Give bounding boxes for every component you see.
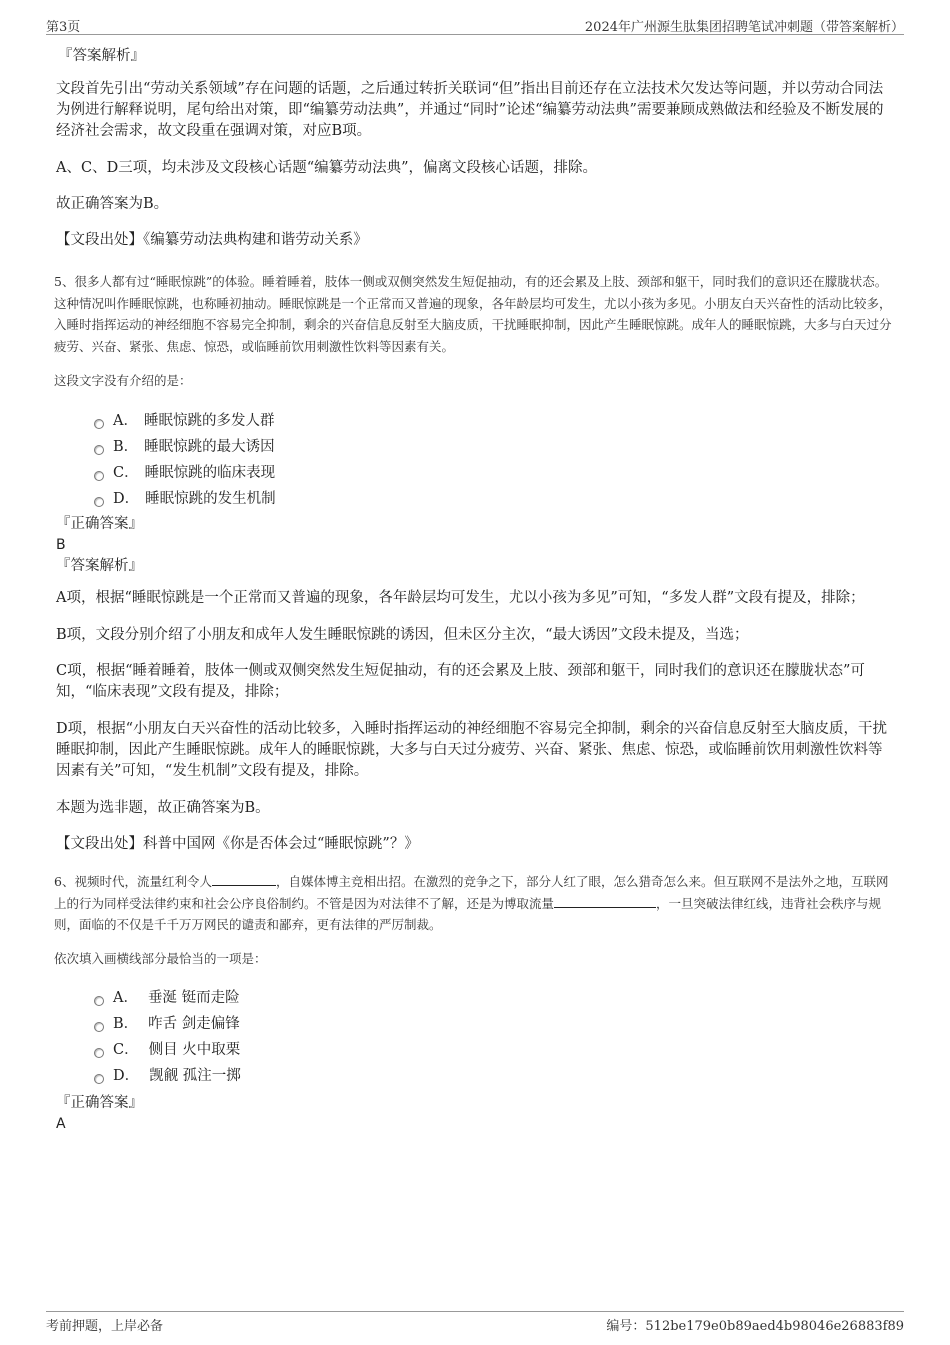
q5-analysis-title: 『答案解析』 — [56, 558, 143, 574]
q5-option-a[interactable] — [94, 408, 894, 434]
option-letter: D． — [113, 1067, 140, 1084]
q4-exclude: A、C、D三项，均未涉及文段核心话题“编纂劳动法典”，偏离文段核心话题，排除。 — [56, 160, 598, 176]
q5-option-d[interactable] — [94, 486, 894, 512]
radio-icon[interactable] — [94, 1022, 104, 1032]
radio-icon[interactable] — [94, 996, 104, 1006]
radio-icon[interactable] — [94, 445, 104, 455]
radio-icon[interactable] — [94, 471, 104, 481]
q6-stem — [54, 871, 894, 936]
fill-blank-2 — [554, 895, 656, 908]
page-header — [46, 14, 904, 35]
radio-icon[interactable] — [94, 1048, 104, 1058]
radio-icon[interactable] — [94, 497, 104, 507]
q5-analysis-c: C项，根据“睡着睡着，肢体一侧或双侧突然发生短促抽动，有的还会累及上肢、颈部和躯干，同时我们的意识还在朦胧状态”可知，“临床表现”文段有提及，排除； — [56, 663, 865, 700]
q6-answer-title: 『正确答案』 — [56, 1094, 143, 1111]
option-letter: B． — [113, 439, 139, 455]
option-letter: A． — [113, 989, 138, 1006]
q6-option-c[interactable] — [94, 1037, 894, 1063]
q5-answer: B — [56, 537, 66, 553]
option-letter: C． — [113, 1041, 139, 1058]
q6-option-d[interactable] — [94, 1063, 894, 1089]
q6-stem-part1: 6、视频时代，流量红利令人 — [54, 874, 212, 889]
page-number: 第3页 — [46, 20, 81, 35]
page-content — [56, 46, 894, 1134]
option-text: 睡眠惊跳的发生机制 — [145, 491, 276, 507]
q5-option-c[interactable] — [94, 460, 894, 486]
q4-source: 【文段出处】《编纂劳动法典构建和谐劳动关系》 — [56, 232, 368, 248]
q5-analysis-d: D项，根据“小朋友白天兴奋性的活动比较多，入睡时指挥运动的神经细胞不容易完全抑制，剩余的兴奋信息反射至大脑皮质，干扰睡眠抑制，因此产生睡眠惊跳。成年人的睡眠惊跳，大多与白天过分疲劳、兴奋、紧张、焦虑、惊恐，或临睡前饮用刺激性饮料等因素有关”可知，“发生机制”文段有提及，排除。 — [56, 721, 888, 779]
q6-stem-part3: ，一旦突破法律红线，违背社会秩序与规则，面临的不仅是千千万万网民的谴责和鄙弃，更有法律的严厉制裁。 — [54, 895, 882, 932]
footer-slogan: 考前押题，上岸必备 — [46, 1319, 164, 1334]
q5-stem: 5、很多人都有过“睡眠惊跳”的体验。睡着睡着，肢体一侧或双侧突然发生短促抽动，有的还会累及上肢、颈部和躯干，同时我们的意识还在朦胧状态。这种情况叫作睡眠惊跳，也称睡初抽动。睡眠惊跳是一个正常而又普遍的现象，各年龄层均可发生，尤以小孩为多见。小朋友白天兴奋性的活动比较多，入睡时指挥运动的神经细胞不容易完全抑制，剩余的兴奋信息反射至大脑皮质，干扰睡眠抑制，因此产生睡眠惊跳。成年人的睡眠惊跳，大多与白天过分疲劳、兴奋、紧张、焦虑、惊恐，或临睡前饮用刺激性饮料等因素有关。 — [54, 274, 892, 354]
fill-blank-1 — [212, 873, 276, 886]
q5-option-b[interactable] — [94, 434, 894, 460]
option-letter: B． — [113, 1015, 139, 1032]
radio-icon[interactable] — [94, 419, 104, 429]
q4-analysis: 文段首先引出“劳动关系领域”存在问题的话题，之后通过转折关联词“但”指出目前还存在立法技术欠发达等问题，并以劳动合同法为例进行解释说明，尾句给出对策，即“编纂劳动法典”，并通过“同时”论述“编纂劳动法典”需要兼顾成熟做法和经验及不断发展的经济社会需求，故文段重在强调对策，对应B项。 — [56, 81, 884, 139]
option-text: 觊觎 孤注一掷 — [149, 1067, 241, 1084]
q6-options — [94, 985, 894, 1089]
q6-option-a[interactable] — [94, 985, 894, 1011]
q5-analysis-a: A项，根据“睡眠惊跳是一个正常而又普遍的现象，各年龄层均可发生，尤以小孩为多见”可知，“多发人群”文段有提及，排除； — [56, 590, 865, 606]
option-text: 垂涎 铤而走险 — [147, 989, 240, 1006]
q5-options — [94, 408, 894, 512]
q5-question: 这段文字没有介绍的是： — [54, 372, 192, 388]
q6-question: 依次填入画横线部分最恰当的一项是： — [54, 951, 267, 966]
q6-stem-part2: ，自媒体博主竞相出招。在激烈的竞争之下，部分人红了眼，怎么猎奇怎么来。但互联网不是法外之地，互联网上的行为同样受法律约束和社会公序良俗制约。不管是因为对法律不了解，还是为博取流量 — [54, 874, 889, 911]
page-footer — [46, 1311, 904, 1334]
q5-analysis-b: B项，文段分别介绍了小朋友和成年人发生睡眠惊跳的诱因，但未区分主次，“最大诱因”文段未提及，当选； — [56, 627, 749, 643]
document-id: 编号：512be179e0b89aed4b98046e26883f89 — [606, 1319, 904, 1334]
q4-analysis-title: 『答案解析』 — [58, 48, 145, 64]
option-text: 侧目 火中取栗 — [148, 1041, 241, 1058]
q5-source: 【文段出处】科普中国网《你是否体会过“睡眠惊跳”？》 — [56, 836, 419, 852]
option-letter: A． — [113, 413, 138, 429]
q5-conclusion: 本题为选非题，故正确答案为B。 — [56, 800, 270, 816]
option-letter: C． — [113, 465, 139, 481]
radio-icon[interactable] — [94, 1074, 104, 1084]
q6-answer: A — [56, 1115, 66, 1132]
option-text: 咋舌 剑走偏锋 — [148, 1015, 240, 1032]
option-text: 睡眠惊跳的多发人群 — [143, 413, 275, 429]
document-title: 2024年广州源生肽集团招聘笔试冲刺题（带答案解析） — [584, 20, 904, 35]
option-letter: D． — [113, 491, 140, 507]
q4-conclusion: 故正确答案为B。 — [56, 196, 169, 212]
option-text: 睡眠惊跳的临床表现 — [144, 465, 276, 481]
q6-option-b[interactable] — [94, 1011, 894, 1037]
q5-answer-title: 『正确答案』 — [56, 516, 143, 532]
option-text: 睡眠惊跳的最大诱因 — [144, 439, 275, 455]
